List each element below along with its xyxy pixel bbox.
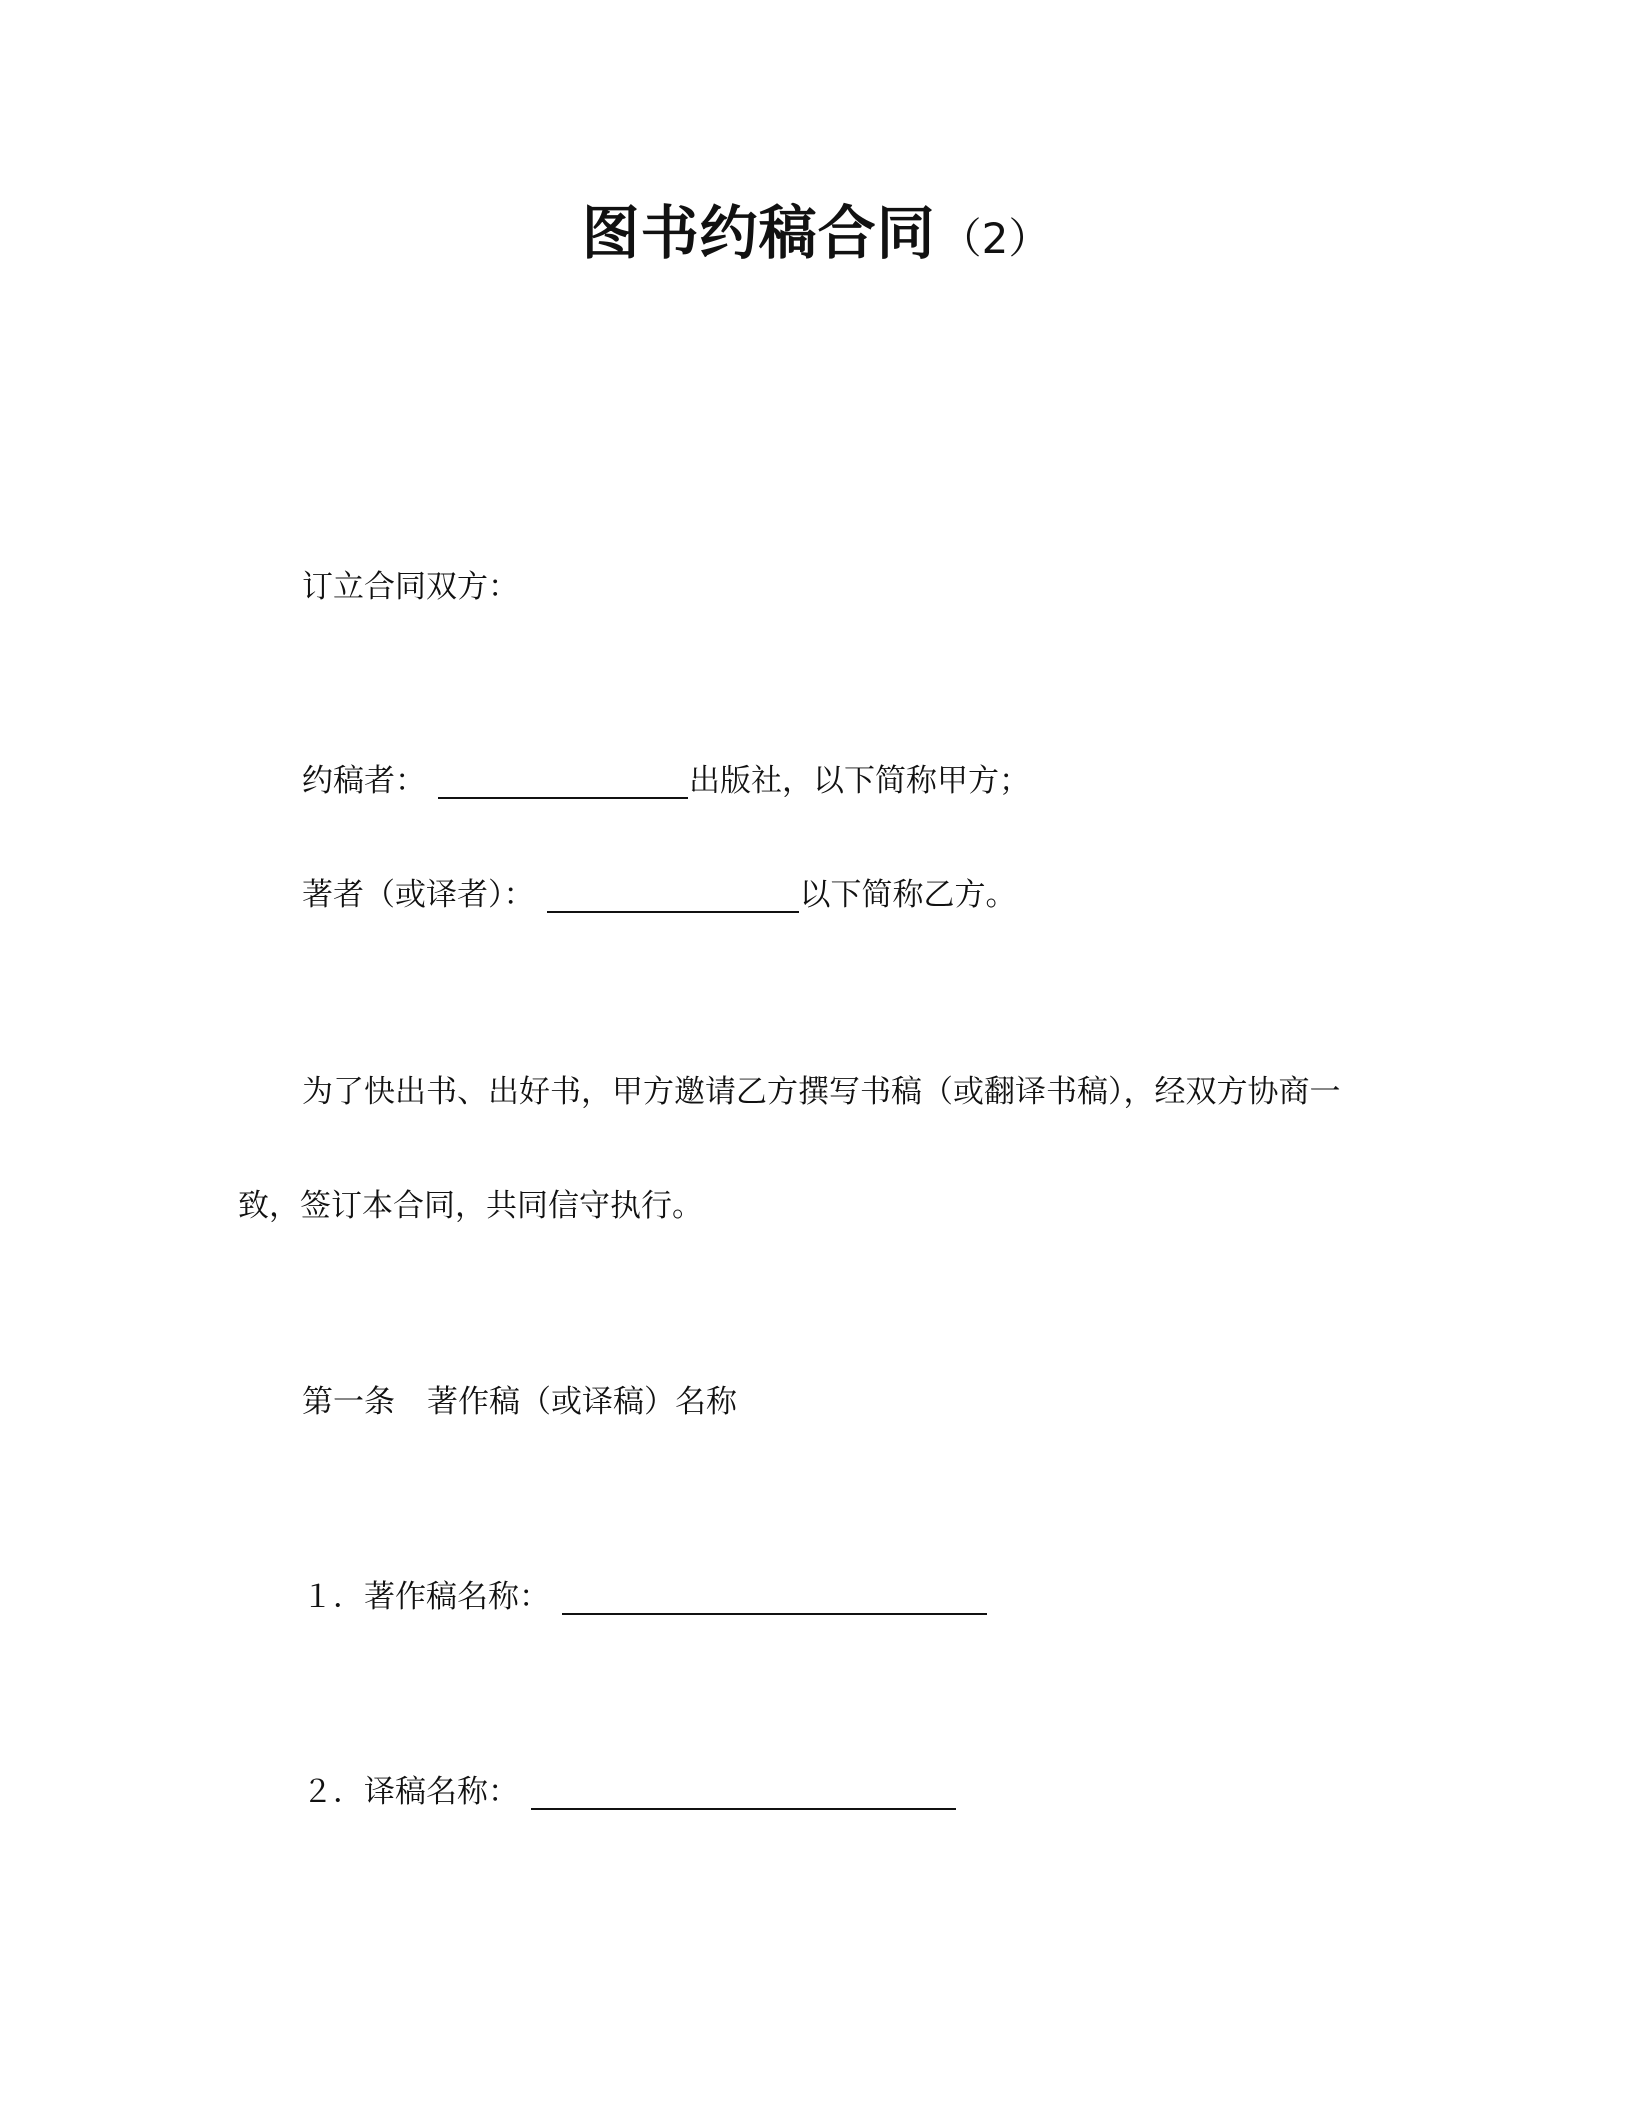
article-1-number: 第一条 [302, 1384, 395, 1420]
party-a-line [302, 759, 1030, 803]
intro-paragraph-line1 [302, 1070, 1341, 1114]
party-a-blank[interactable] [438, 765, 688, 799]
article-1-title: 著作稿（或译稿）名称 [427, 1384, 737, 1420]
parties-heading-text: 订立合同双方： [302, 569, 519, 605]
article-1-heading [302, 1380, 737, 1424]
party-b-blank[interactable] [547, 879, 799, 913]
title-main: 图书约稿合同 [581, 199, 936, 267]
parties-heading [302, 565, 519, 609]
item-1-blank[interactable] [562, 1581, 987, 1615]
item-1-line [302, 1575, 988, 1619]
party-a-suffix: 出版社，以下简称甲方； [689, 763, 1030, 799]
item-2-label: 译稿名称： [364, 1774, 519, 1810]
item-2-number: ２． [302, 1774, 364, 1810]
title-number: （2） [939, 214, 1051, 263]
party-b-suffix: 以下简称乙方。 [799, 877, 1017, 913]
item-1-label: 著作稿名称： [364, 1579, 550, 1615]
intro-text-line2: 致，签订本合同，共同信守执行。 [238, 1188, 703, 1224]
intro-text-line1: 为了快出书、出好书，甲方邀请乙方撰写书稿（或翻译书稿），经双方协商一 [302, 1074, 1341, 1110]
item-2-line [302, 1770, 957, 1814]
document-title [0, 192, 1632, 289]
intro-paragraph-line2 [238, 1184, 703, 1228]
party-b-line [302, 873, 1017, 917]
party-a-label: 约稿者： [302, 763, 426, 799]
item-2-blank[interactable] [531, 1776, 956, 1810]
item-1-number: １． [302, 1579, 364, 1615]
party-b-label: 著者（或译者）： [302, 877, 535, 913]
